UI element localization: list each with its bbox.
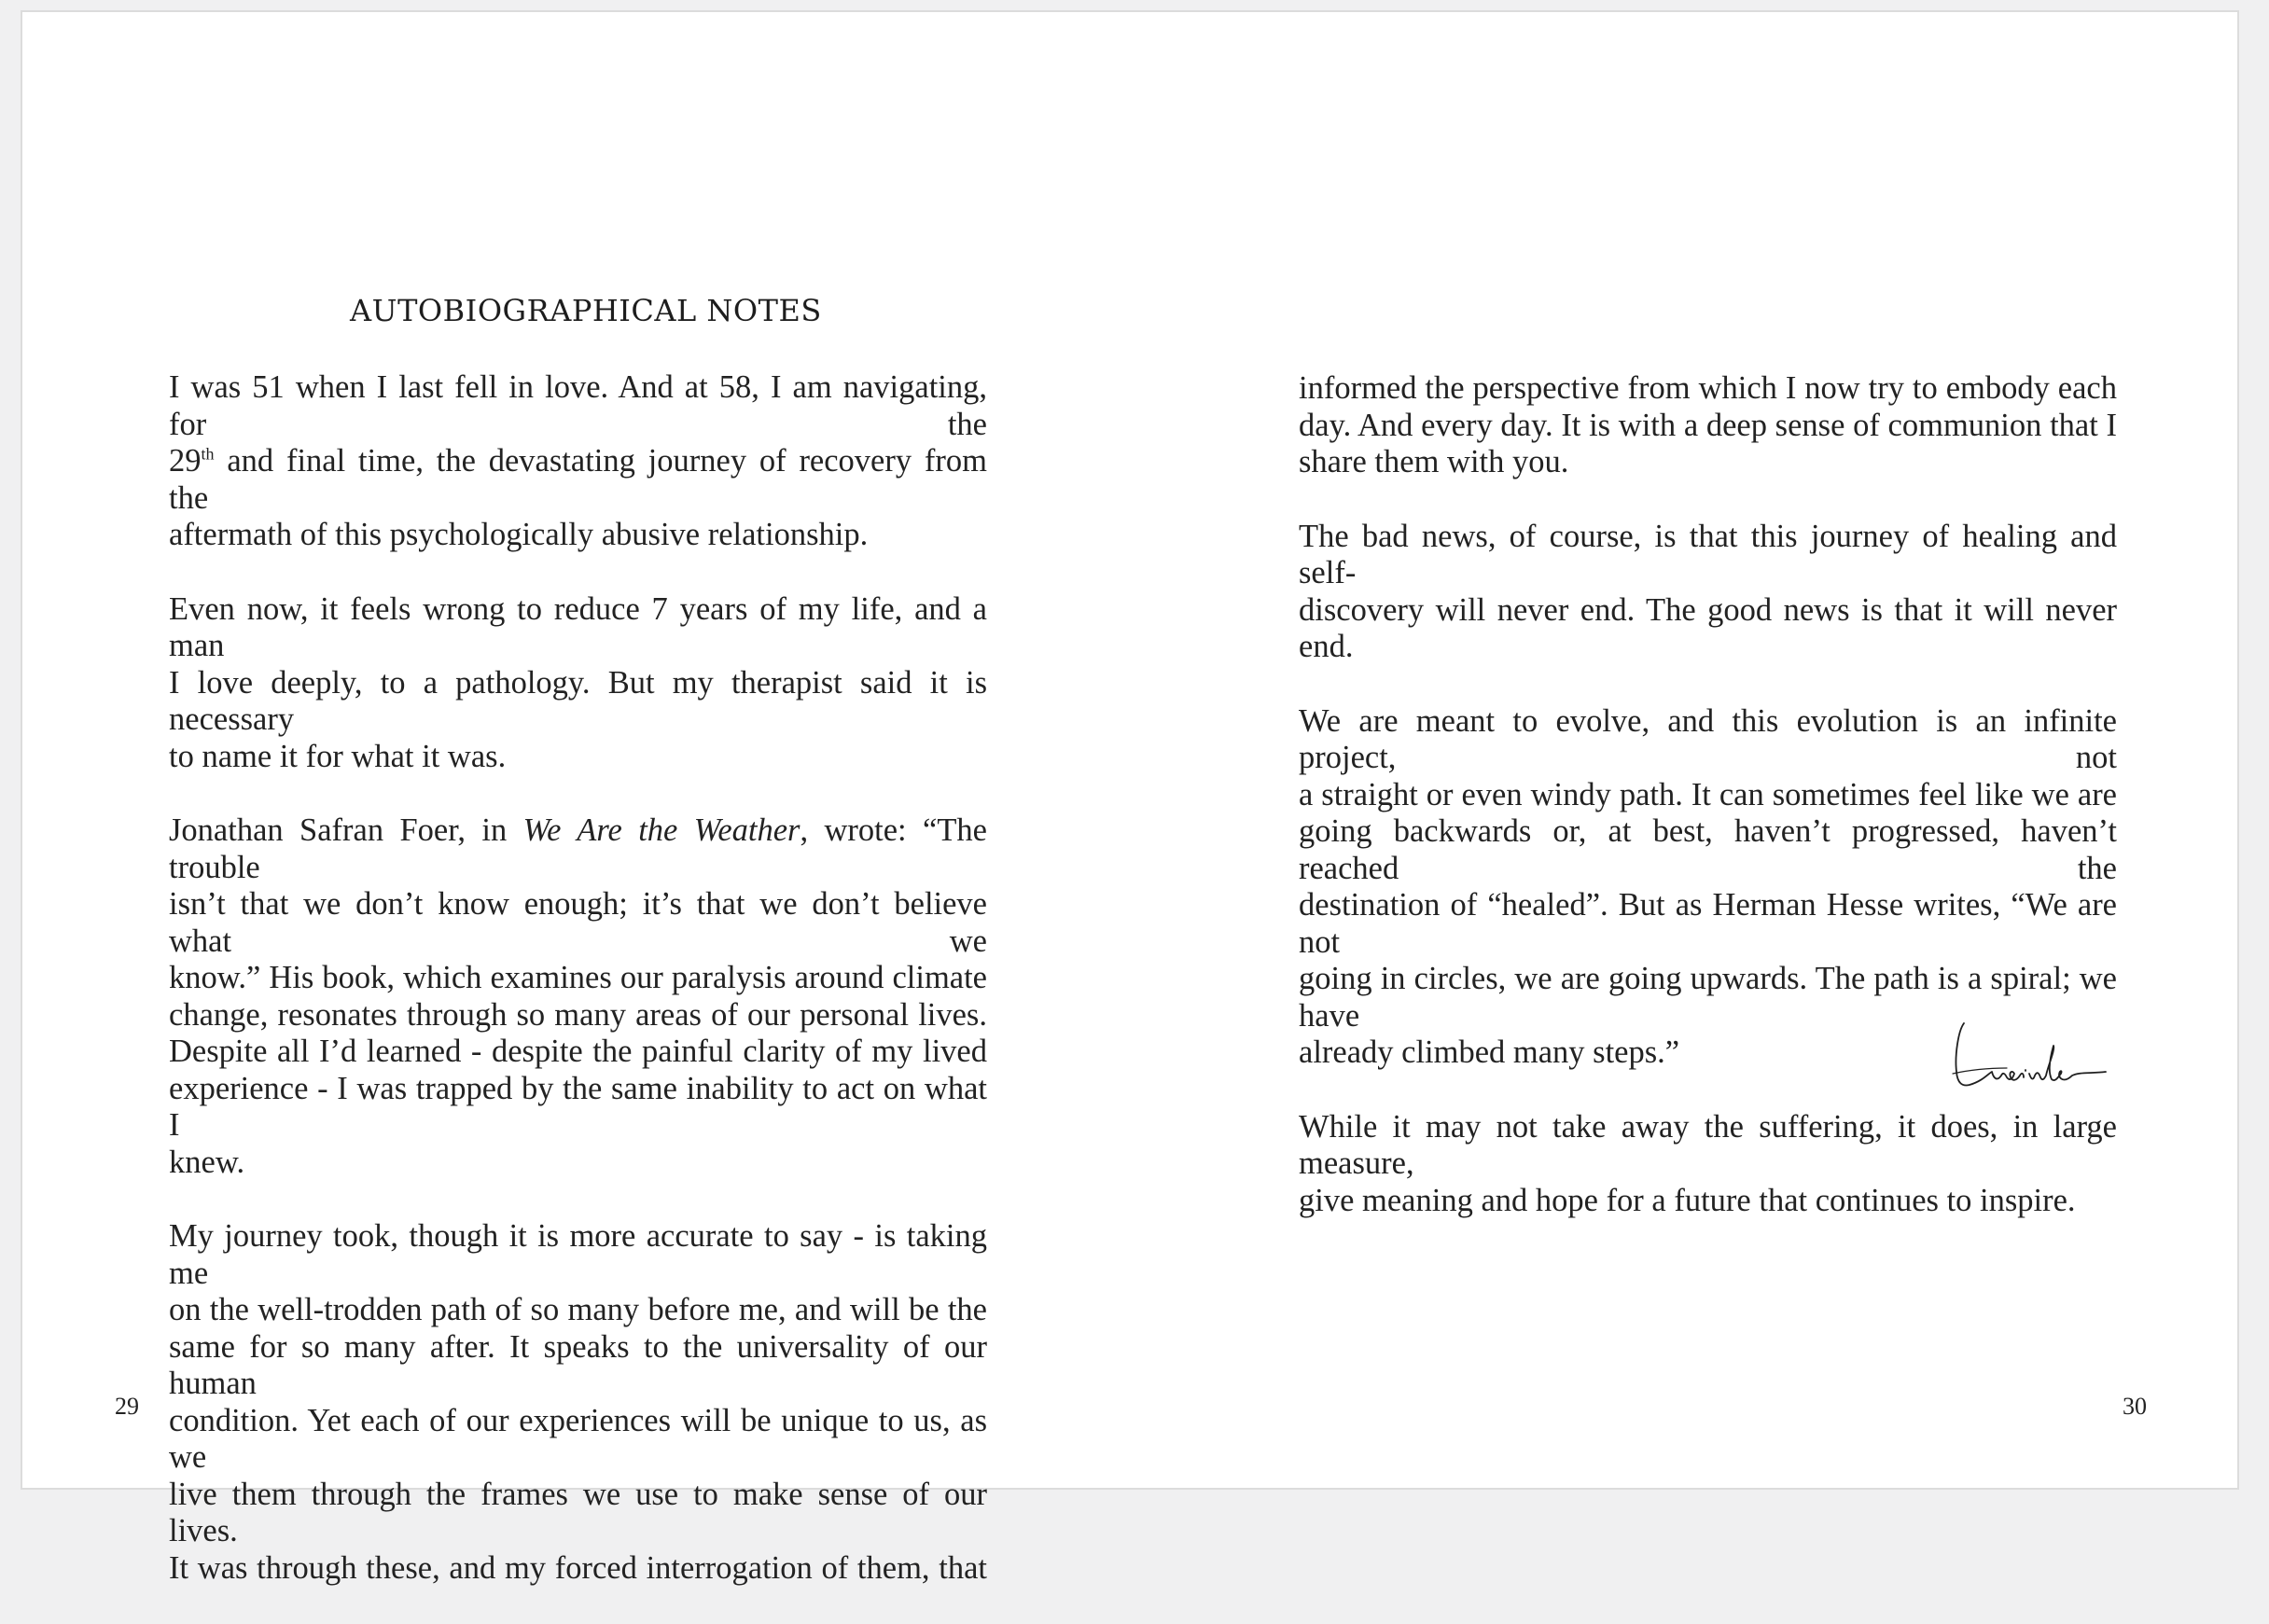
- paragraph: [1299, 1109, 2117, 1220]
- text-line: The bad news, of course, is that this journey of healing and self-: [1299, 518, 2117, 590]
- paragraph: [169, 812, 987, 1181]
- text-line: discovery will never end. The good news is that it will never end.: [1299, 591, 2117, 664]
- book-title: We Are the Weather: [522, 812, 800, 848]
- text-line: day. And every day. It is with a deep sense of communion that I: [1299, 407, 2117, 443]
- ordinal-suffix: th: [201, 444, 215, 464]
- left-page-body: [169, 369, 987, 1624]
- right-page-body: [1299, 370, 2117, 1256]
- text-line: My journey took, though it is more accurate to say - is taking me: [169, 1218, 987, 1291]
- ordinal-number: 29: [169, 443, 202, 479]
- text-line: informed the perspective from which I now try to embody each: [1299, 370, 2117, 406]
- text-line: I was 51 when I last fell in love. And at 58, I am navigating, for the: [169, 369, 987, 442]
- page-number: 29: [115, 1393, 139, 1420]
- text-line: isn’t that we don’t know enough; it’s that we don’t believe what we: [169, 886, 987, 959]
- text-line: We are meant to evolve, and this evolution is an infinite project, not: [1299, 702, 2117, 775]
- left-page: [22, 12, 1132, 1586]
- paragraph: [169, 1218, 987, 1587]
- paragraph: [169, 591, 987, 776]
- text-line: give meaning and hope for a future that continues to inspire.: [1299, 1182, 2076, 1218]
- text-line: aftermath of this psychologically abusive relationship.: [169, 517, 869, 552]
- paragraph: [1299, 703, 2117, 1072]
- signature-image: [1951, 1018, 2109, 1092]
- right-page: [1132, 12, 2241, 1488]
- text-fragment: Jonathan Safran Foer, in: [169, 812, 523, 848]
- text-line: same for so many after. It speaks to the universality of our human: [169, 1328, 987, 1401]
- text-line: [169, 443, 987, 517]
- text-line: Despite all I’d learned - despite the painful clarity of my lived: [169, 1034, 987, 1069]
- text-line: share them with you.: [1299, 444, 1569, 479]
- text-line: change, resonates through so many areas of our personal lives.: [169, 996, 987, 1033]
- text-line: While it may not take away the suffering, it does, in large measure,: [1299, 1108, 2117, 1181]
- text-line: I love deeply, to a pathology. But my therapist said it is necessary: [169, 664, 987, 737]
- text-line: know.” His book, which examines our paralysis around climate: [169, 960, 987, 995]
- text-line: condition. Yet each of our experiences will be unique to us, as we: [169, 1402, 987, 1475]
- paragraph: [1299, 370, 2117, 481]
- text-line: live them through the frames we use to make sense of our lives.: [169, 1476, 987, 1548]
- paragraph: [1299, 519, 2117, 666]
- text-line: experience - I was trapped by the same inability to act on what I: [169, 1070, 987, 1143]
- book-spread: [21, 10, 2239, 1586]
- text-line: destination of “healed”. But as Herman Hesse writes, “We are not: [1299, 887, 2117, 960]
- text-line: on the well-trodden path of so many before me, and will be the: [169, 1292, 987, 1327]
- page-number: 30: [2123, 1393, 2147, 1420]
- text-line-rest: and final time, the devastating journey of recovery from the: [169, 443, 987, 516]
- page-title: AUTOBIOGRAPHICAL NOTES: [350, 293, 822, 328]
- text-line: knew.: [169, 1144, 245, 1180]
- text-line: a straight or even windy path. It can sometimes feel like we are: [1299, 776, 2117, 812]
- text-line: [169, 812, 987, 886]
- text-fragment: , wrote: “The trouble: [169, 812, 987, 885]
- text-line: going backwards or, at best, haven’t progressed, haven’t reached the: [1299, 813, 2117, 886]
- text-line: already climbed many steps.”: [1299, 1034, 1680, 1070]
- text-line: Even now, it feels wrong to reduce 7 years of my life, and a man: [169, 590, 987, 663]
- text-line: going in circles, we are going upwards. The path is a spiral; we have: [1299, 961, 2117, 1034]
- text-line: It was through these, and my forced interrogation of them, that: [169, 1549, 987, 1586]
- text-line: to name it for what it was.: [169, 738, 507, 774]
- paragraph: [169, 369, 987, 554]
